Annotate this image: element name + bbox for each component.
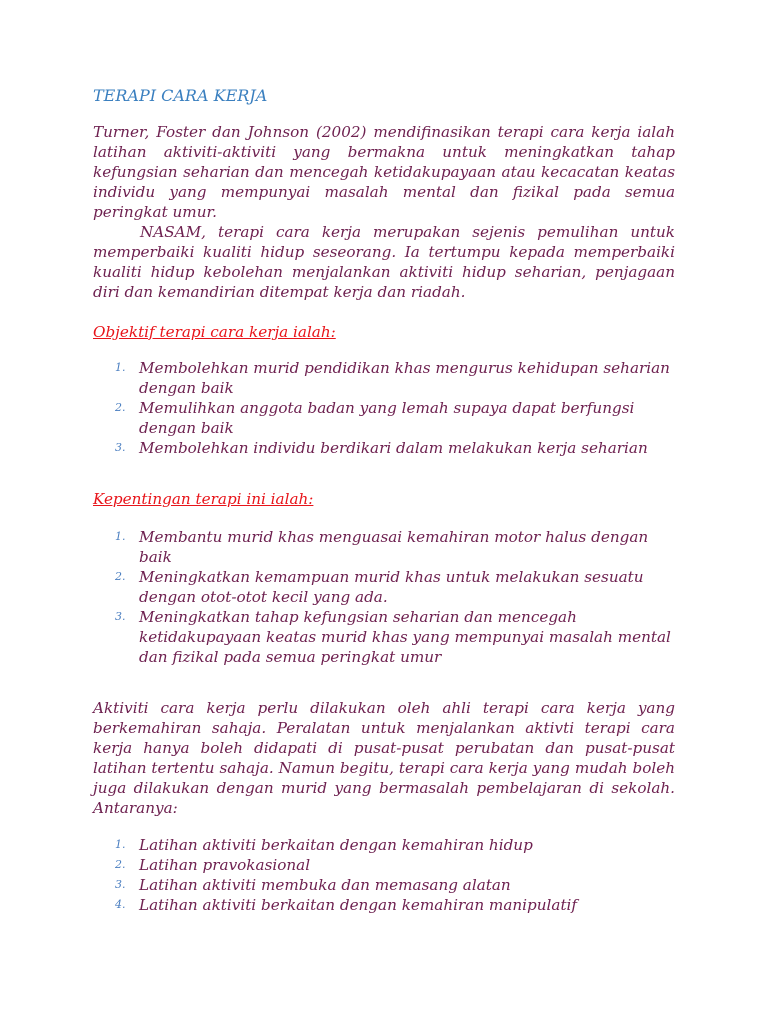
nasam-paragraph: NASAM, terapi cara kerja merupakan sejenis pemulihan untuk memperbaiki kualiti hidup seseorang. Ia tertumpu kepada memperbaiki kualiti hidup kebolehan menjalankan aktiviti hidup seharian, penjagaan diri dan kemandirian ditempat kerja dan riadah. <box>93 223 675 301</box>
list-number: 3. <box>115 610 126 623</box>
objectives-heading: Objektif terapi cara kerja ialah: <box>93 323 336 341</box>
list-number: 3. <box>115 441 126 454</box>
intro-paragraph: Turner, Foster dan Johnson (2002) mendifinasikan terapi cara kerja ialah latihan aktiviti-aktiviti yang bermakna untuk meningkatkan tahap kefungsian seharian dan mencegah ketidakupayaan atau kecacatan keatas individu yang mempunyai masalah mental dan fizikal pada semua peringkat umur. <box>93 123 675 221</box>
list-item <box>93 438 675 458</box>
list-number: 1. <box>115 361 126 374</box>
list-item <box>93 835 675 855</box>
document-title: TERAPI CARA KERJA <box>93 86 268 105</box>
list-number: 1. <box>115 838 126 851</box>
list-number: 2. <box>115 570 126 583</box>
list-item <box>93 855 675 875</box>
objectives-list <box>93 358 675 458</box>
list-item <box>93 607 675 667</box>
list-item-text: Memulihkan anggota badan yang lemah supaya dapat berfungsi dengan baik <box>139 399 635 437</box>
list-item-text: Meningkatkan kemampuan murid khas untuk melakukan sesuatu dengan otot-otot kecil yang ada. <box>139 568 644 606</box>
list-item-text: Latihan aktiviti berkaitan dengan kemahiran manipulatif <box>139 896 578 914</box>
importance-heading: Kepentingan terapi ini ialah: <box>93 490 314 508</box>
list-number: 1. <box>115 530 126 543</box>
list-item-text: Membolehkan murid pendidikan khas mengurus kehidupan seharian dengan baik <box>139 359 670 397</box>
list-number: 4. <box>115 898 126 911</box>
list-item-text: Membolehkan individu berdikari dalam melakukan kerja seharian <box>139 439 648 457</box>
list-number: 2. <box>115 858 126 871</box>
activities-list <box>93 835 675 915</box>
list-item <box>93 567 675 607</box>
document-content <box>93 86 675 915</box>
list-item <box>93 527 675 567</box>
list-item-text: Latihan pravokasional <box>139 856 311 874</box>
list-item <box>93 875 675 895</box>
list-number: 3. <box>115 878 126 891</box>
list-item <box>93 358 675 398</box>
list-item-text: Latihan aktiviti membuka dan memasang alatan <box>139 876 511 894</box>
list-number: 2. <box>115 401 126 414</box>
list-item-text: Membantu murid khas menguasai kemahiran motor halus dengan baik <box>139 528 649 566</box>
activities-paragraph: Aktiviti cara kerja perlu dilakukan oleh ahli terapi cara kerja yang berkemahiran sahaja. Peralatan untuk menjalankan aktivti terapi cara kerja hanya boleh didapati di pusat-pusat perubatan dan pusat-pusat latihan tertentu sahaja. Namun begitu, terapi cara kerja yang mudah boleh juga dilakukan dengan murid yang bermasalah pembelajaran di sekolah. Antaranya: <box>93 699 675 817</box>
list-item-text: Latihan aktiviti berkaitan dengan kemahiran hidup <box>139 836 533 854</box>
list-item-text: Meningkatkan tahap kefungsian seharian dan mencegah ketidakupayaan keatas murid khas yang mempunyai masalah mental dan fizikal pada semua peringkat umur <box>139 608 671 666</box>
importance-list <box>93 527 675 667</box>
list-item <box>93 895 675 915</box>
list-item <box>93 398 675 438</box>
